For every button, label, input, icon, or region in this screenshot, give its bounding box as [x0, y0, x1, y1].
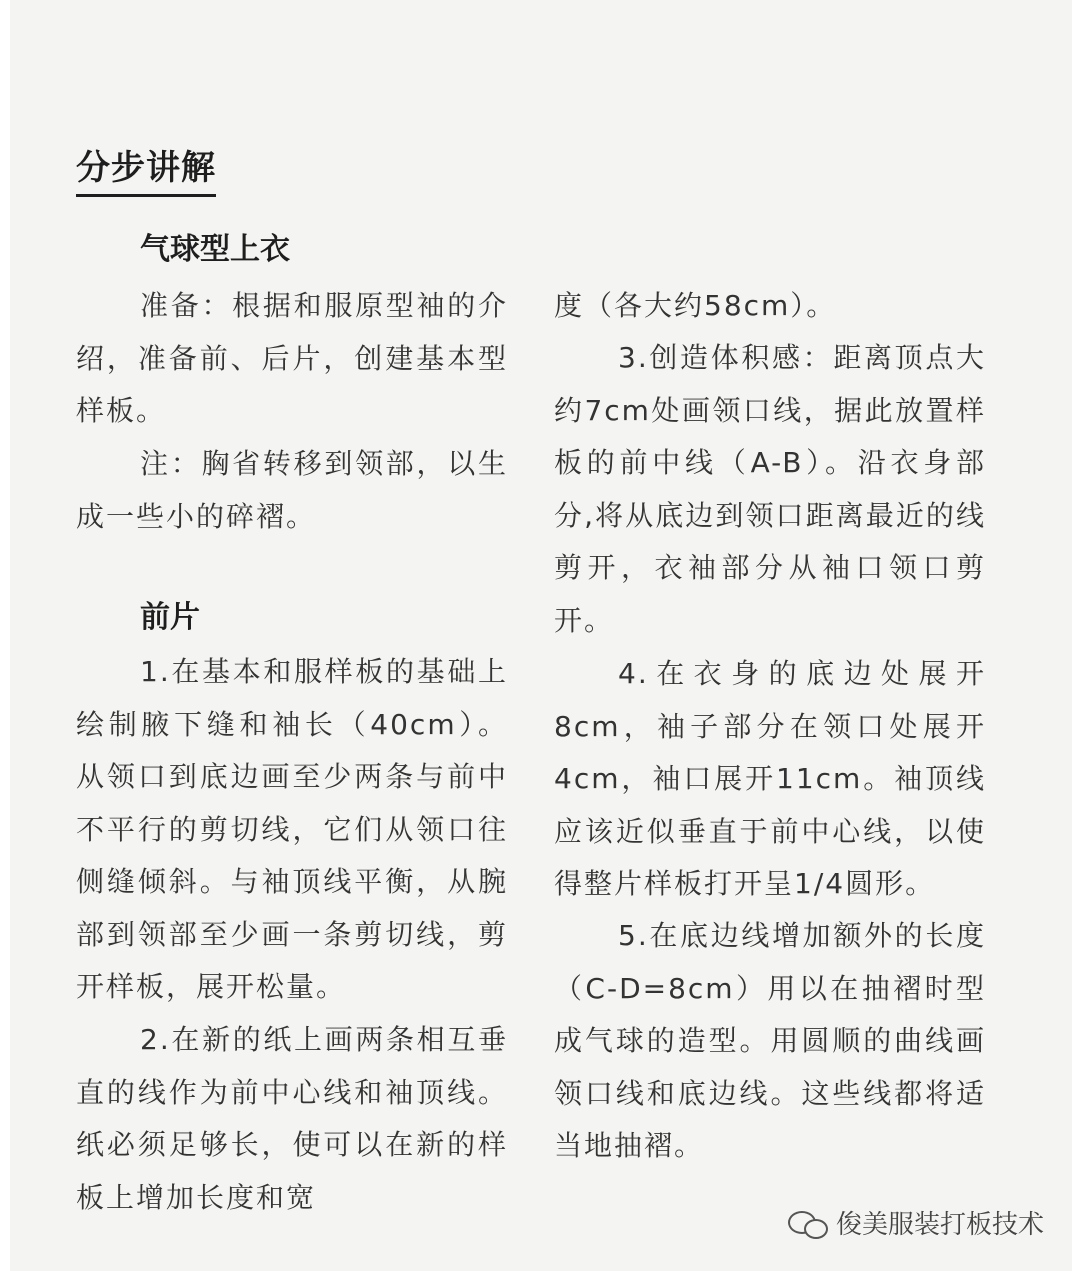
paragraph-step-3: 3.创造体积感：距离顶点大约7cm处画领口线，据此放置样板的前中线（A-B）。沿衣身部分,将从底边到领口距离最近的线剪开，衣袖部分从袖口领口剪开。 [554, 341, 986, 637]
paragraph-step-2: 2.在新的纸上画两条相互垂直的线作为前中心线和袖顶线。纸必须足够长，使可以在新的样板上增加长度和宽 [76, 1023, 508, 1214]
paragraph-step-4: 4.在衣身的底边处展开8cm，袖子部分在领口处展开4cm，袖口展开11cm。袖顶线应该近似垂直于前中心线，以使得整片样板打开呈1/4圆形。 [554, 657, 986, 900]
paragraph-prep: 准备：根据和服原型袖的介绍，准备前、后片，创建基本型样板。 [76, 289, 508, 427]
watermark-text: 俊美服装打板技术 [835, 1210, 1044, 1240]
paragraph-note: 注：胸省转移到领部，以生成一些小的碎褶。 [76, 447, 508, 533]
section-title: 分步讲解 [76, 146, 216, 197]
paragraph-step-2-continued: 度（各大约58cm）。 [554, 289, 837, 322]
watermark [788, 1204, 1044, 1241]
paragraph-step-5: 5.在底边线增加额外的长度（C-D=8cm）用以在抽褶时型成气球的造型。用圆顺的曲线画领口线和底边线。这些线都将适当地抽褶。 [554, 919, 986, 1162]
page [10, 0, 1072, 1271]
wechat-icon [788, 1209, 828, 1237]
heading-front-piece: 前片 [140, 600, 200, 635]
paragraph-step-1: 1.在基本和服样板的基础上绘制腋下缝和袖长（40cm）。从领口到底边画至少两条与前中不平行的剪切线，它们从领口往侧缝倾斜。与袖顶线平衡，从腕部到领部至少画一条剪切线，剪开样板，展开松量。 [76, 655, 508, 1003]
heading-balloon-top: 气球型上衣 [140, 232, 290, 267]
